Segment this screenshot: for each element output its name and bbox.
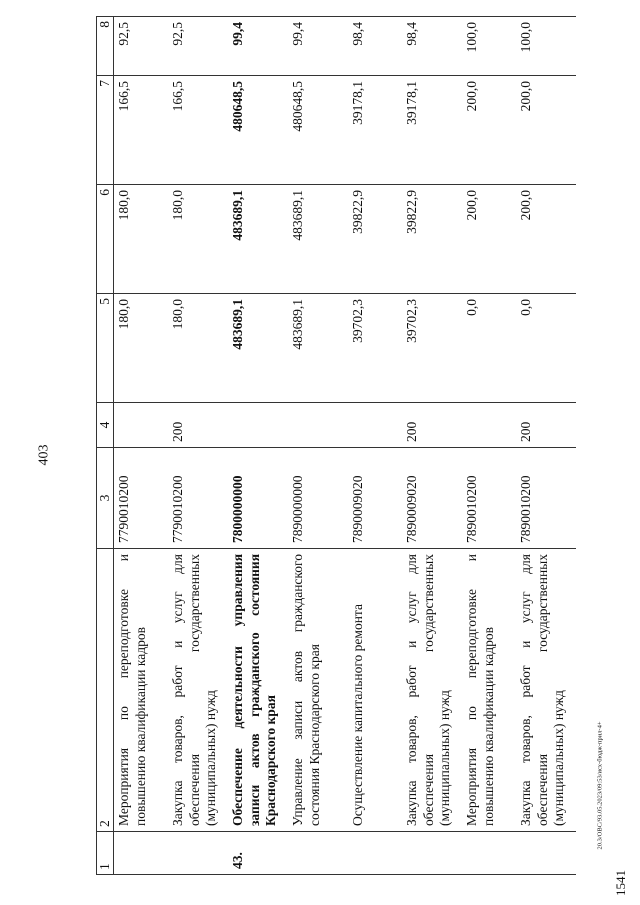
row-code: 7890009020: [402, 448, 462, 549]
row-number: [168, 832, 228, 875]
header-col-6: 6: [97, 185, 114, 294]
row-value-col5: 39702,3: [348, 294, 402, 403]
row-percent: 98,4: [348, 17, 402, 76]
row-value-col7: 480648,5: [288, 76, 348, 185]
row-code: 7790010200: [114, 448, 169, 549]
row-name: Закупка товаров, работ и услуг для обеспечения государственных (муниципальных) нужд: [402, 549, 462, 832]
table-row: [114, 17, 169, 875]
row-name: Закупка товаров, работ и услуг для обеспечения государственных (муниципальных) нужд: [168, 549, 228, 832]
row-value-col7: 166,5: [168, 76, 228, 185]
document-id-stamp: 20.3/ОВС/93.05.2023/09:53/исх-бюдж-прил-4+: [596, 720, 604, 850]
row-value-col5: 0,0: [462, 294, 516, 403]
row-number: [114, 832, 169, 875]
table-header-row: [97, 17, 114, 875]
footer-page-number: 1541: [613, 870, 628, 896]
row-value-col7: 480648,5: [228, 76, 288, 185]
budget-table: [96, 16, 576, 875]
row-name: Управление записи актов гражданского состояния Краснодарского края: [288, 549, 348, 832]
row-expense-type: [228, 403, 288, 448]
row-name: Мероприятия по переподготовке и повышению квалификации кадров: [462, 549, 516, 832]
table-row: [348, 17, 402, 875]
row-number: 43.: [228, 832, 288, 875]
row-percent: 92,5: [168, 17, 228, 76]
row-expense-type: 200: [168, 403, 228, 448]
row-number: [516, 832, 576, 875]
row-value-col7: 200,0: [462, 76, 516, 185]
row-percent: 100,0: [516, 17, 576, 76]
row-value-col5: 483689,1: [228, 294, 288, 403]
row-value-col6: 39822,9: [402, 185, 462, 294]
row-value-col6: 483689,1: [288, 185, 348, 294]
row-value-col7: 166,5: [114, 76, 169, 185]
budget-table-container: [96, 21, 580, 875]
header-col-4: 4: [97, 403, 114, 448]
row-value-col6: 39822,9: [348, 185, 402, 294]
row-value-col5: 483689,1: [288, 294, 348, 403]
row-expense-type: [462, 403, 516, 448]
row-expense-type: [288, 403, 348, 448]
row-code: 7790010200: [168, 448, 228, 549]
table-row: [462, 17, 516, 875]
row-code: 7890010200: [462, 448, 516, 549]
row-expense-type: 200: [402, 403, 462, 448]
table-row: [516, 17, 576, 875]
header-col-1: 1: [97, 832, 114, 875]
row-value-col6: 180,0: [114, 185, 169, 294]
header-col-3: 3: [97, 448, 114, 549]
row-number: [462, 832, 516, 875]
row-percent: 92,5: [114, 17, 169, 76]
row-name: Обеспечение деятельности управления записи актов гражданского состояния Краснодарского края: [228, 549, 288, 832]
row-number: [402, 832, 462, 875]
row-value-col5: 0,0: [516, 294, 576, 403]
table-row: [168, 17, 228, 875]
row-name: Мероприятия по переподготовке и повышению квалификации кадров: [114, 549, 169, 832]
row-value-col7: 200,0: [516, 76, 576, 185]
table-row: [402, 17, 462, 875]
header-col-5: 5: [97, 294, 114, 403]
row-value-col6: 200,0: [462, 185, 516, 294]
row-value-col6: 180,0: [168, 185, 228, 294]
table-row-section-total: [228, 17, 288, 875]
header-col-8: 8: [97, 17, 114, 76]
row-code: 7890010200: [516, 448, 576, 549]
row-number: [348, 832, 402, 875]
row-value-col5: 39702,3: [402, 294, 462, 403]
row-name: Осуществление капитального ремонта: [348, 549, 402, 832]
row-value-col5: 180,0: [168, 294, 228, 403]
row-code: 7890009020: [348, 448, 402, 549]
header-col-7: 7: [97, 76, 114, 185]
row-code: 7890000000: [288, 448, 348, 549]
row-value-col5: 180,0: [114, 294, 169, 403]
row-percent: 100,0: [462, 17, 516, 76]
row-name: Закупка товаров, работ и услуг для обеспечения государственных (муниципальных) нужд: [516, 549, 576, 832]
header-col-2: 2: [97, 549, 114, 832]
row-value-col7: 39178,1: [348, 76, 402, 185]
row-code: 7800000000: [228, 448, 288, 549]
row-percent: 98,4: [402, 17, 462, 76]
row-value-col7: 39178,1: [402, 76, 462, 185]
page-number: 403: [36, 444, 51, 466]
row-percent: 99,4: [288, 17, 348, 76]
row-expense-type: [114, 403, 169, 448]
row-expense-type: 200: [516, 403, 576, 448]
row-value-col6: 483689,1: [228, 185, 288, 294]
row-number: [288, 832, 348, 875]
row-expense-type: [348, 403, 402, 448]
table-row: [288, 17, 348, 875]
row-value-col6: 200,0: [516, 185, 576, 294]
row-percent: 99,4: [228, 17, 288, 76]
